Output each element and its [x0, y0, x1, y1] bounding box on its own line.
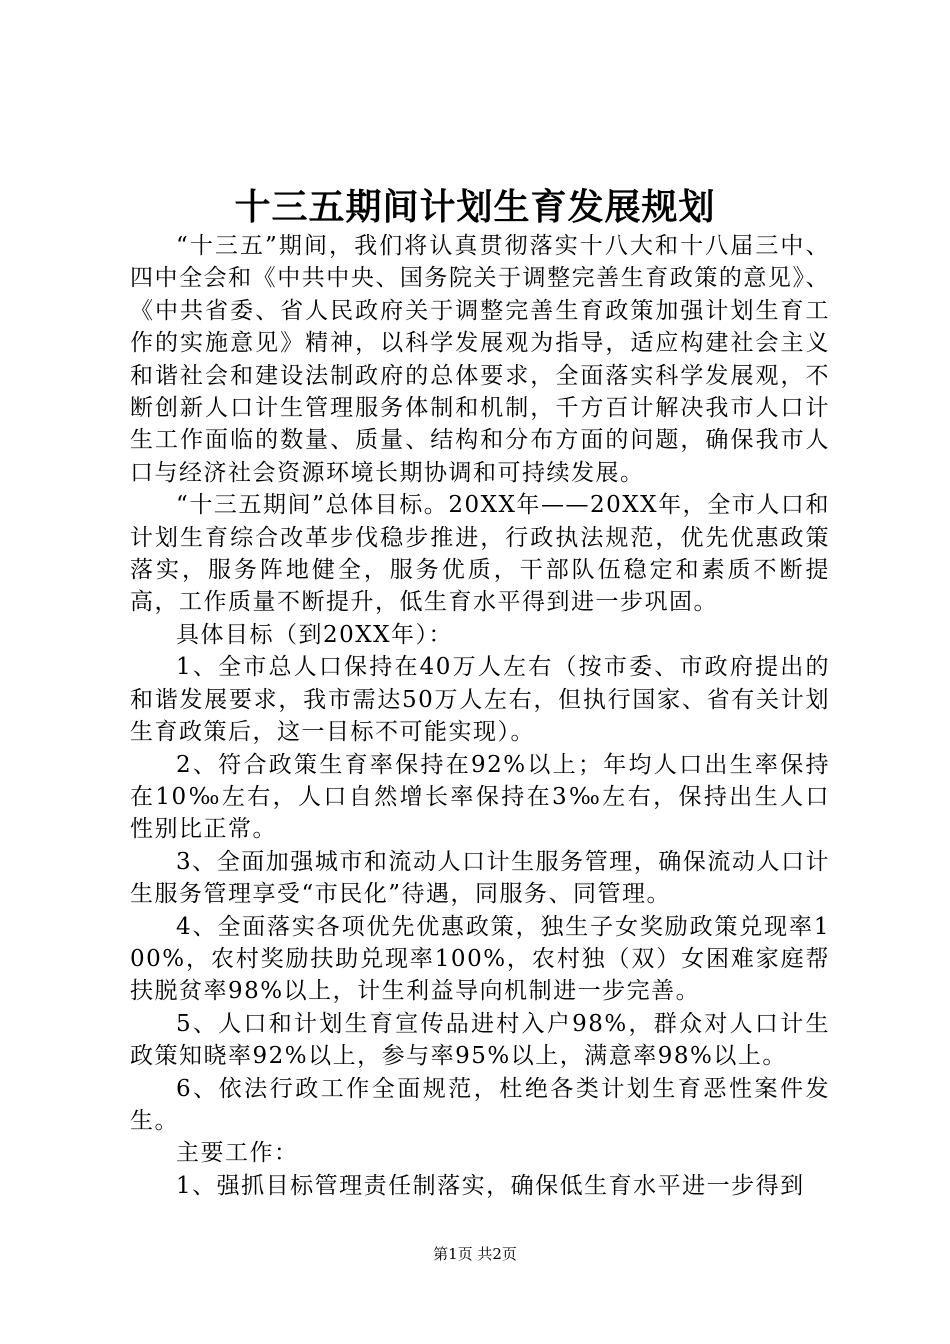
page-footer: 第1页 共2页	[433, 1245, 517, 1263]
paragraph-specific-goals-heading: 具体目标（到20XX年）：	[176, 621, 454, 648]
paragraph-work-1: 1、强抓目标管理责任制落实，确保低生育水平进一步得到	[176, 1172, 805, 1199]
paragraph-goal-1: 1、全市总人口保持在40万人左右（按市委、市政府提出的和谐发展要求，我市需达50万人左右，但执行国家、省有关计划生育政策后，这一目标不可能实现）。	[130, 654, 830, 746]
paragraph-intro: “十三五”期间，我们将认真贯彻落实十八大和十八届三中、四中全会和《中共中央、国务院关于调整完善生育政策的意见》、《中共省委、省人民政府关于调整完善生育政策加强计划生育工作的实施意见》精神，以科学发展观为指导，适应构建社会主义和谐社会和建设法制政府的总体要求，全面落实科学发展观，不断创新人口计生管理服务体制和机制，千方百计解决我市人口计生工作面临的数量、质量、结构和分布方面的问题，确保我市人口与经济社会资源环境长期协调和可持续发展。	[130, 233, 830, 486]
paragraph-overall-goal: “十三五期间”总体目标。20XX年——20XX年，全市人口和计划生育综合改革步伐稳步推进，行政执法规范，优先优惠政策落实，服务阵地健全，服务优质，干部队伍稳定和素质不断提高，工作质量不断提升，低生育水平得到进一步巩固。	[130, 492, 830, 616]
paragraph-main-work-heading: 主要工作：	[176, 1140, 299, 1167]
paragraph-goal-6: 6、依法行政工作全面规范，杜绝各类计划生育恶性案件发生。	[130, 1075, 830, 1134]
paragraph-goal-4: 4、全面落实各项优先优惠政策，独生子女奖励政策兑现率100%，农村奖励扶助兑现率100%，农村独（双）女困难家庭帮扶脱贫率98%以上，计生利益导向机制进一步完善。	[130, 913, 830, 1005]
paragraph-goal-3: 3、全面加强城市和流动人口计生服务管理，确保流动人口计生服务管理享受“市民化”待遇，同服务、同管理。	[130, 848, 830, 908]
document-body	[130, 230, 830, 1202]
paragraph-goal-2: 2、符合政策生育率保持在92%以上；年均人口出生率保持在10‰左右，人口自然增长率保持在3‰左右，保持出生人口性别比正常。	[130, 751, 830, 843]
paragraph-goal-5: 5、人口和计划生育宣传品进村入户98%，群众对人口计生政策知晓率92%以上，参与率95%以上，满意率98%以上。	[130, 1010, 830, 1070]
document-title: 十三五期间计划生育发展规划	[234, 186, 716, 228]
